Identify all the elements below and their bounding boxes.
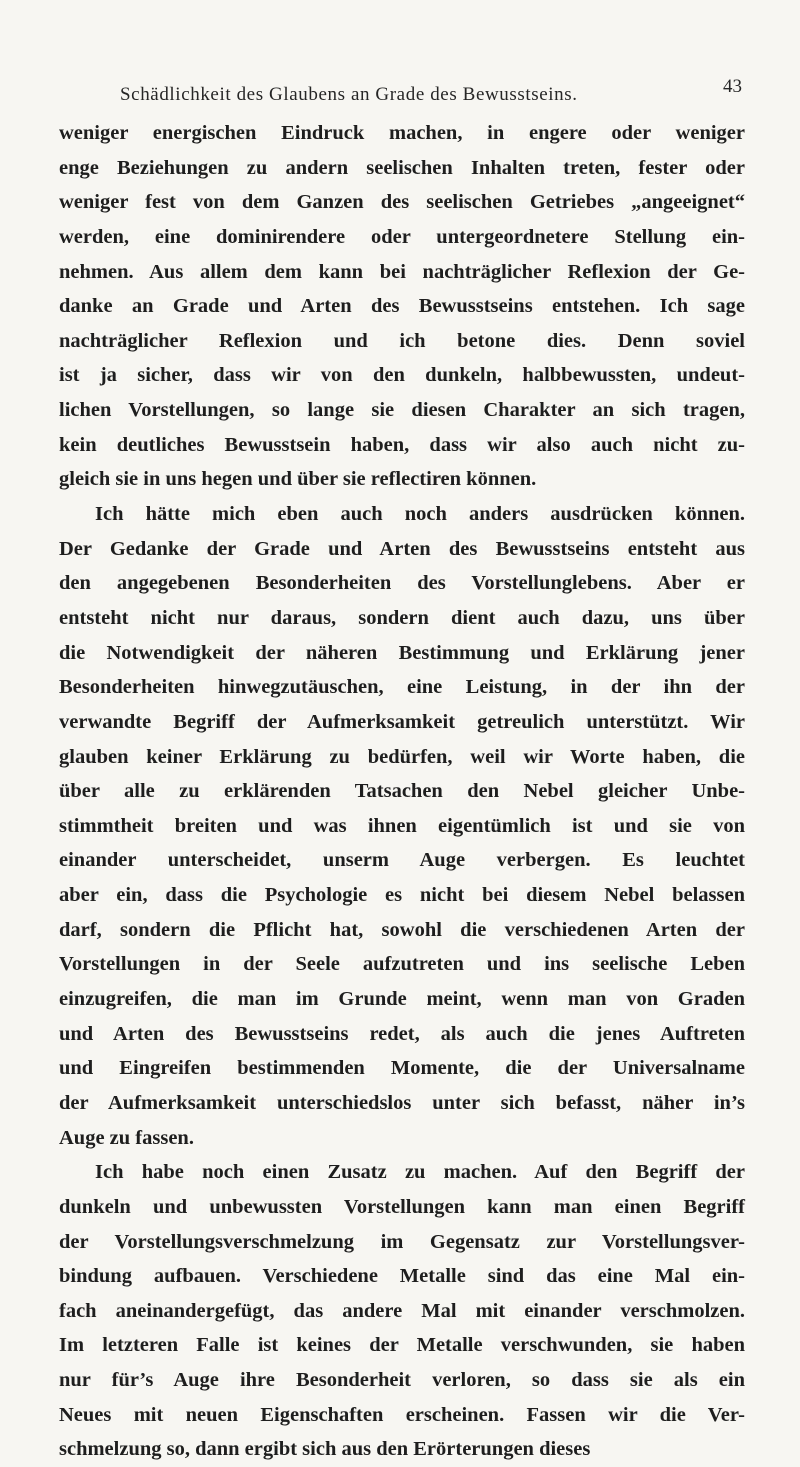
text-line: der Vorstellungsverschmelzung im Gegensatz zur Vorstellungsver- xyxy=(59,1230,745,1253)
text-line: Der Gedanke der Grade und Arten des Bewusstseins entsteht aus xyxy=(59,537,745,560)
text-line: einzugreifen, die man im Grunde meint, wenn man von Graden xyxy=(59,988,745,1011)
text-line: ist ja sicher, dass wir von den dunkeln, halbbewussten, undeut- xyxy=(59,364,745,387)
page-number: 43 xyxy=(723,76,742,97)
text-line: aber ein, dass die Psychologie es nicht bei diesem Nebel belassen xyxy=(59,884,745,907)
text-line: danke an Grade und Arten des Bewusstseins entstehen. Ich sage xyxy=(59,295,745,318)
text-line: Ich habe noch einen Zusatz zu machen. Auf den Begriff der xyxy=(95,1161,745,1184)
text-line: Neues mit neuen Eigenschaften erscheinen. Fassen wir die Ver- xyxy=(59,1403,745,1426)
running-title: Schädlichkeit des Glaubens an Grade des Bewusstseins. xyxy=(120,84,578,105)
text-line: kein deutliches Bewusstsein haben, dass wir also auch nicht zu- xyxy=(59,433,745,456)
text-line: fach aneinandergefügt, das andere Mal mit einander verschmolzen. xyxy=(59,1299,745,1322)
text-line: bindung aufbauen. Verschiedene Metalle sind das eine Mal ein- xyxy=(59,1265,745,1288)
text-line: die Notwendigkeit der näheren Bestimmung und Erklärung jener xyxy=(59,641,745,664)
text-line: Ich hätte mich eben auch noch anders ausdrücken können. xyxy=(95,503,745,526)
text-line: der Aufmerksamkeit unterschiedslos unter sich befasst, näher in’s xyxy=(59,1091,745,1114)
text-line: dunkeln und unbewussten Vorstellungen kann man einen Begriff xyxy=(59,1195,745,1218)
text-line: darf, sondern die Pflicht hat, sowohl die verschiedenen Arten der xyxy=(59,918,745,941)
text-line: Im letzteren Falle ist keines der Metalle verschwunden, sie haben xyxy=(59,1334,745,1357)
text-line: über alle zu erklärenden Tatsachen den Nebel gleicher Unbe- xyxy=(59,780,745,803)
text-line: verwandte Begriff der Aufmerksamkeit getreulich unterstützt. Wir xyxy=(59,710,745,733)
text-line: nachträglicher Reflexion und ich betone dies. Denn soviel xyxy=(59,329,745,352)
text-line: den angegebenen Besonderheiten des Vorstellunglebens. Aber er xyxy=(59,572,745,595)
text-line: glauben keiner Erklärung zu bedürfen, weil wir Worte haben, die xyxy=(59,745,745,768)
running-header xyxy=(60,76,780,114)
text-line: entsteht nicht nur daraus, sondern dient auch dazu, uns über xyxy=(59,606,745,629)
text-line: einander unterscheidet, unserm Auge verbergen. Es leuchtet xyxy=(59,849,745,872)
text-line: gleich sie in uns hegen und über sie reflectiren können. xyxy=(59,468,537,491)
text-line: schmelzung so, dann ergibt sich aus den Erörterungen dieses xyxy=(59,1438,591,1461)
text-line: und Eingreifen bestimmenden Momente, die der Universalname xyxy=(59,1057,745,1080)
text-line: lichen Vorstellungen, so lange sie diesen Charakter an sich tragen, xyxy=(59,399,745,422)
body-text xyxy=(59,116,745,1467)
text-line: nur für’s Auge ihre Besonderheit verloren, so dass sie als ein xyxy=(59,1369,745,1392)
text-line: und Arten des Bewusstseins redet, als auch die jenes Auftreten xyxy=(59,1022,745,1045)
text-line: werden, eine dominirendere oder untergeordnetere Stellung ein- xyxy=(59,225,745,248)
text-line: weniger energischen Eindruck machen, in engere oder weniger xyxy=(59,122,745,144)
text-line: stimmtheit breiten und was ihnen eigentümlich ist und sie von xyxy=(59,814,745,837)
text-line: Vorstellungen in der Seele aufzutreten und ins seelische Leben xyxy=(59,953,745,976)
text-line: Besonderheiten hinwegzutäuschen, eine Leistung, in der ihn der xyxy=(59,676,745,699)
text-line: Auge zu fassen. xyxy=(59,1126,194,1149)
text-line: enge Beziehungen zu andern seelischen Inhalten treten, fester oder xyxy=(59,156,745,179)
text-line: weniger fest von dem Ganzen des seelischen Getriebes „angeeignet“ xyxy=(59,191,745,214)
text-line: nehmen. Aus allem dem kann bei nachträglicher Reflexion der Ge- xyxy=(59,260,745,283)
